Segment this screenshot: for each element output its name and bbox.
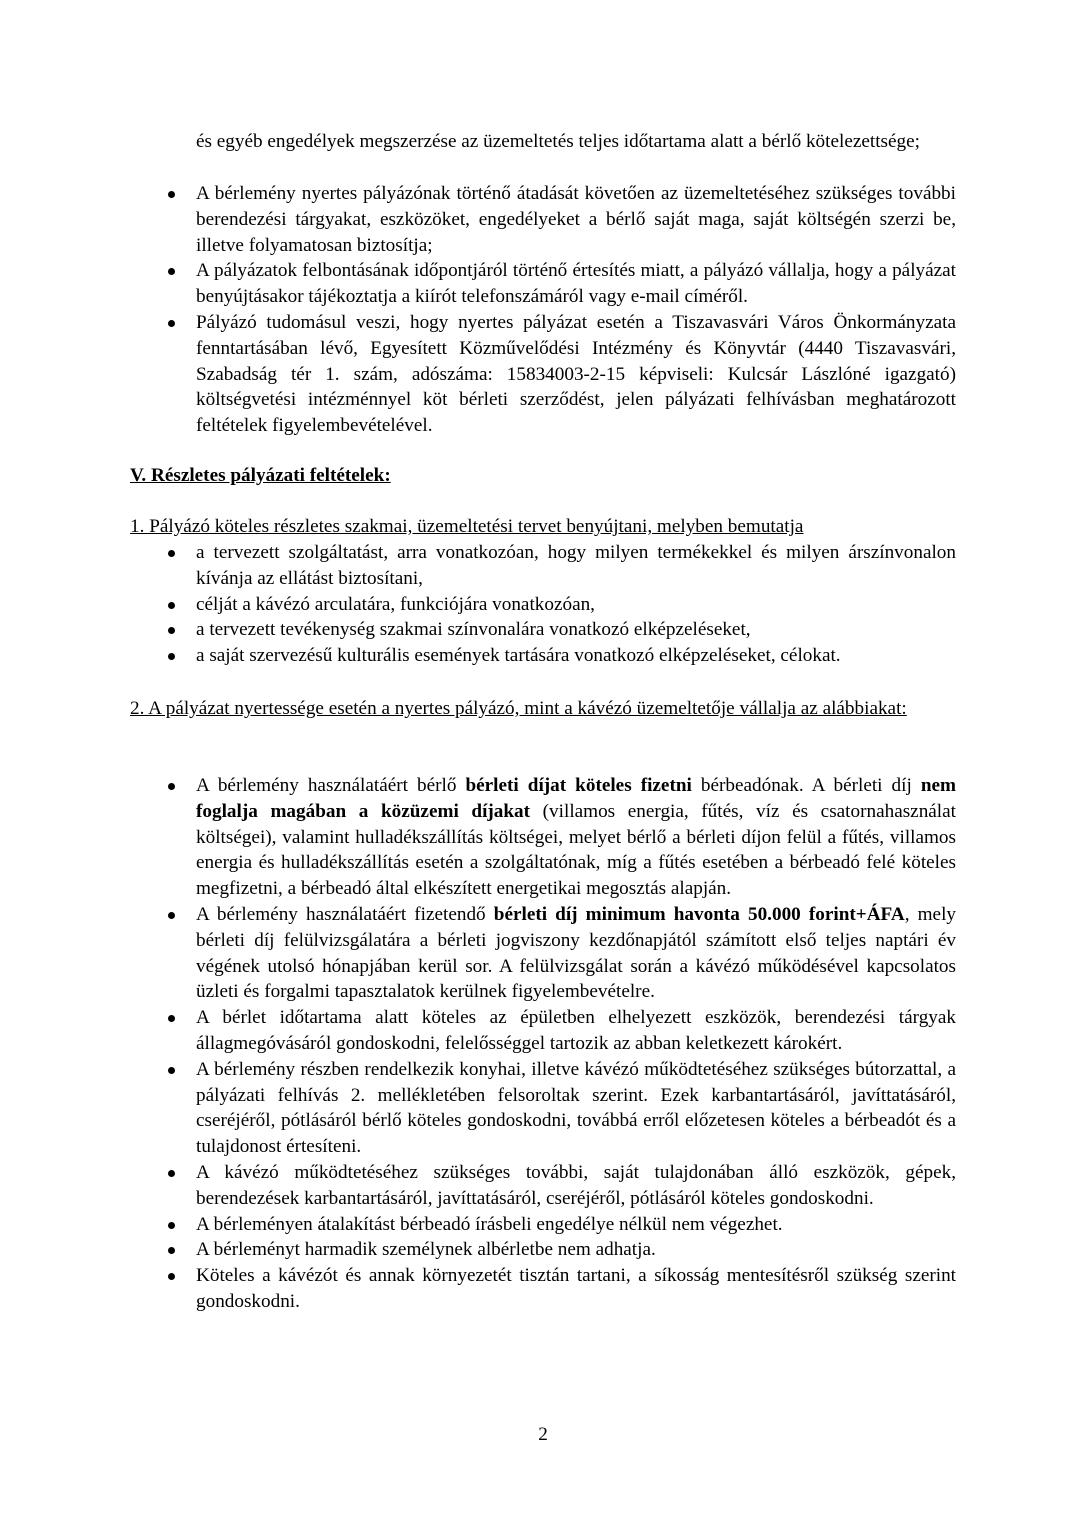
bullet-icon <box>168 1015 175 1022</box>
list-item: a saját szervezésű kulturális események tartására vonatkozó elképzeléseket, célokat. <box>130 643 956 669</box>
subsection-2-title: 2. A pályázat nyertessége esetén a nyertes pályázó, mint a kávézó üzemeltetője vállalja az alábbiakat: <box>130 698 907 719</box>
list-item: A bérlet időtartama alatt köteles az épületben elhelyezett eszközök, berendezési tárgyak állagmegóvásáról gondoskodni, felelősséggel tartozik az abban keletkezett károkért. <box>130 1005 956 1057</box>
bullet-icon <box>168 783 175 790</box>
bullet-icon <box>168 1170 175 1177</box>
bullet-icon <box>168 1273 175 1280</box>
subsection-1-bullet-list <box>130 540 956 669</box>
bullet-icon <box>168 1067 175 1074</box>
bullet-icon <box>168 1247 175 1254</box>
bullet-icon <box>168 320 175 327</box>
list-item: A bérleményt harmadik személynek albérletbe nem adhatja. <box>130 1237 956 1263</box>
list-item: A kávézó működtetéséhez szükséges további, saját tulajdonában álló eszközök, gépek, berendezések karbantartásáról, javíttatásáról, cseréjéről, pótlásáról köteles gondoskodni. <box>130 1160 956 1212</box>
page-number: 2 <box>538 1424 548 1445</box>
bullet-icon <box>168 912 175 919</box>
list-item: Köteles a kávézót és annak környezetét tisztán tartani, a síkosság mentesítésről szükség szerint gondoskodni. <box>130 1263 956 1315</box>
bullet-icon <box>168 627 175 634</box>
intro-bullet-list <box>130 181 956 439</box>
bullet-icon <box>168 602 175 609</box>
bullet-icon <box>168 191 175 198</box>
bullet-icon <box>168 1222 175 1229</box>
list-item: A bérlemény részben rendelkezik konyhai, illetve kávézó működtetéséhez szükséges bútorzattal, a pályázati felhívás 2. mellékletében felsoroltak szerint. Ezek karbantartásáról, javíttatásáról, cseréjéről, pótlásáról bérlő köteles gondoskodni, továbbá erről előzetesen köteles a bérbeadót és a tulajdonost értesíteni. <box>130 1057 956 1160</box>
list-item: a tervezett tevékenység szakmai színvonalára vonatkozó elképzeléseket, <box>130 617 956 643</box>
bullet-icon <box>168 268 175 275</box>
list-item: A bérlemény nyertes pályázónak történő átadását követően az üzemeltetéséhez szükséges további berendezési tárgyakat, eszközöket, engedélyeket a bérlő saját maga, saját költségén szerzi be, illetve folyamatosan biztosítja; <box>130 181 956 258</box>
subsection-1-title: 1. Pályázó köteles részletes szakmai, üzemeltetési tervet benyújtani, melyben bemutatja <box>130 516 804 537</box>
subsection-2-bullet-list <box>130 773 956 1315</box>
list-item: A pályázatok felbontásának időpontjáról történő értesítés miatt, a pályázó vállalja, hogy a pályázat benyújtásakor tájékoztatja a kiírót telefonszámáról vagy e-mail címéről. <box>130 258 956 310</box>
list-item: A bérleményen átalakítást bérbeadó írásbeli engedélye nélkül nem végezhet. <box>130 1212 956 1238</box>
section-heading: V. Részletes pályázati feltételek: <box>130 465 391 486</box>
list-item: Pályázó tudomásul veszi, hogy nyertes pályázat esetén a Tiszavasvári Város Önkormányzata fenntartásában lévő, Egyesített Közművelődési Intézmény és Könyvtár (4440 Tiszavasvári, Szabadság tér 1. szám, adószáma: 15834003-2-15 képviseli: Kulcsár Lászlóné igazgató) költségvetési intézménnyel köt bérleti szerződést, jelen pályázati felhívásban meghatározott feltételek figyelembevételével. <box>130 310 956 439</box>
bullet-icon <box>168 653 175 660</box>
bullet-icon <box>168 550 175 557</box>
list-item: célját a kávézó arculatára, funkciójára vonatkozóan, <box>130 592 956 618</box>
list-item: A bérlemény használatáért bérlő bérleti díjat köteles fizetni bérbeadónak. A bérleti díj nem foglalja magában a közüzemi díjakat (villamos energia, fűtés, víz és csatornahasználat költségei), valamint hulladékszállítás költségei, melyet bérlő a bérleti díjon felül a fűtés, villamos energia és hulladékszállítás esetén a szolgáltatónak, míg a fűtés esetében a bérbeadó felé köteles megfizetni, a bérbeadó által elkészített energetikai megosztás alapján. <box>130 773 956 902</box>
list-item: A bérlemény használatáért fizetendő bérleti díj minimum havonta 50.000 forint+ÁFA, mely bérleti díj felülvizsgálatára a bérleti jogviszony kezdőnapjától számított első teljes naptári év végének utolsó hónapjában kerül sor. A felülvizsgálat során a kávézó működésével kapcsolatos üzleti és forgalmi tapasztalatok kerülnek figyelembevételre. <box>130 902 956 1005</box>
continuation-paragraph: és egyéb engedélyek megszerzése az üzemeltetés teljes időtartama alatt a bérlő kötelezettsége; <box>196 131 920 152</box>
list-item: a tervezett szolgáltatást, arra vonatkozóan, hogy milyen termékekkel és milyen árszínvonalon kívánja az ellátást biztosítani, <box>130 540 956 592</box>
